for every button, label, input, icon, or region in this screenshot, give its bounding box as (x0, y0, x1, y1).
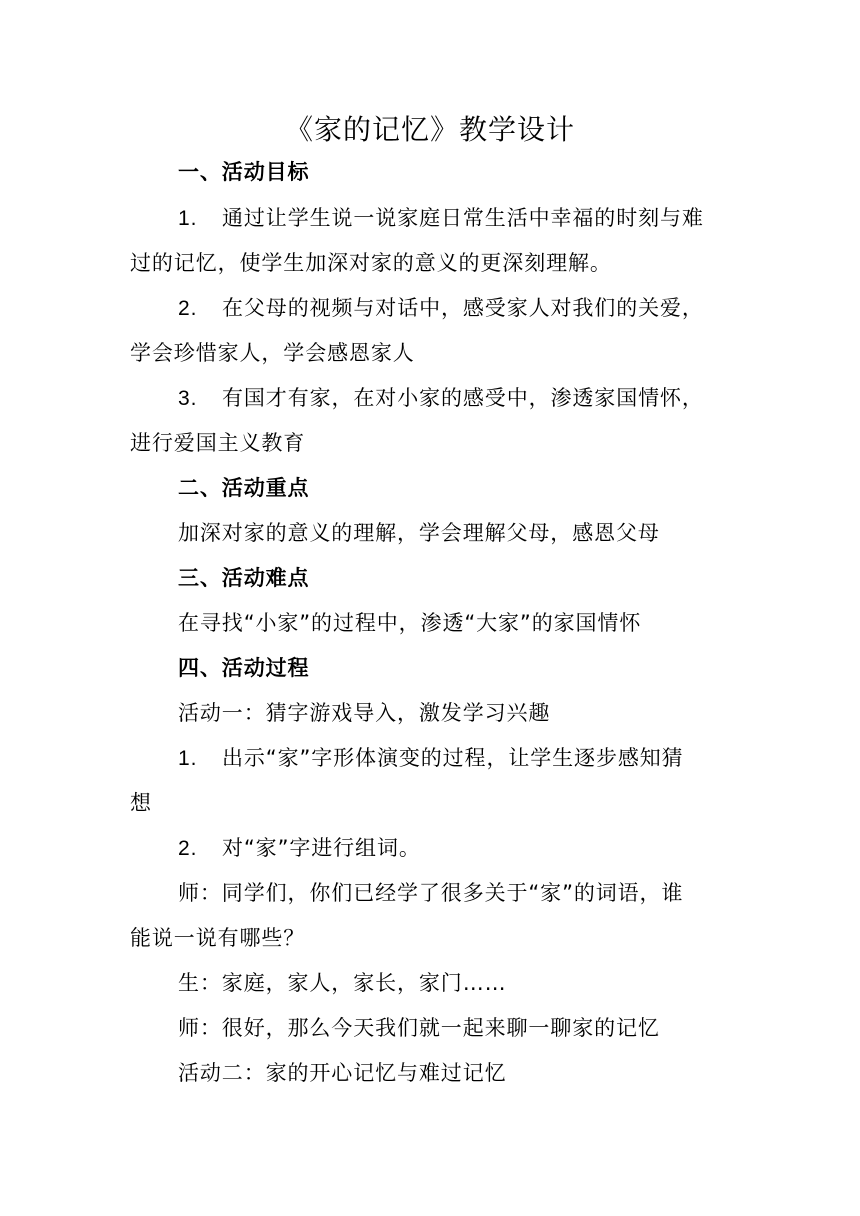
paragraph-continuation: 进行爱国主义教育 (130, 431, 306, 455)
paragraph-continuation: 能说一说有哪些？ (130, 926, 306, 950)
objective-item-1 (178, 204, 704, 233)
dialogue-teacher-2: 师：很好，那么今天我们就一起来聊一聊家的记忆 (178, 1016, 660, 1040)
section-heading-difficulties: 三、活动难点 (178, 566, 310, 590)
paragraph-text: 有国才有家，在对小家的感受中，渗透家国情怀， (222, 386, 704, 410)
list-number: 1. (178, 207, 198, 230)
activity-title-2: 活动二：家的开心记忆与难过记忆 (178, 1061, 507, 1085)
process-step-1 (178, 744, 684, 773)
section-heading-objectives: 一、活动目标 (178, 160, 310, 184)
paragraph-text: 在寻找“小家”的过程中，渗透“大家”的家国情怀 (178, 611, 642, 635)
list-number: 1. (178, 747, 198, 770)
paragraph-text: 在父母的视频与对话中，感受家人对我们的关爱， (222, 296, 704, 320)
dialogue-teacher-1: 师：同学们，你们已经学了很多关于“家”的词语，谁 (178, 881, 684, 905)
paragraph-continuation: 过的记忆，使学生加深对家的意义的更深刻理解。 (130, 251, 612, 275)
paragraph-text: 通过让学生说一说家庭日常生活中幸福的时刻与难 (222, 206, 704, 230)
document-title: 《家的记忆》教学设计 (284, 113, 575, 146)
paragraph-continuation: 学会珍惜家人，学会感恩家人 (130, 341, 415, 365)
activity-title-1: 活动一：猜字游戏导入，激发学习兴趣 (178, 701, 551, 725)
section-heading-key-points: 二、活动重点 (178, 476, 310, 500)
dialogue-student-1: 生：家庭，家人，家长，家门…… (178, 971, 507, 995)
objective-item-2 (178, 294, 704, 323)
list-number: 2. (178, 837, 198, 860)
objective-item-3 (178, 384, 704, 413)
list-number: 3. (178, 387, 198, 410)
paragraph-text: 对“家”字进行组词。 (222, 836, 421, 860)
paragraph-continuation: 想 (130, 791, 152, 815)
paragraph-text: 加深对家的意义的理解，学会理解父母，感恩父母 (178, 521, 660, 545)
process-step-2 (178, 834, 421, 863)
section-heading-process: 四、活动过程 (178, 656, 310, 680)
paragraph-text: 出示“家”字形体演变的过程，让学生逐步感知猜 (222, 746, 684, 770)
list-number: 2. (178, 297, 198, 320)
